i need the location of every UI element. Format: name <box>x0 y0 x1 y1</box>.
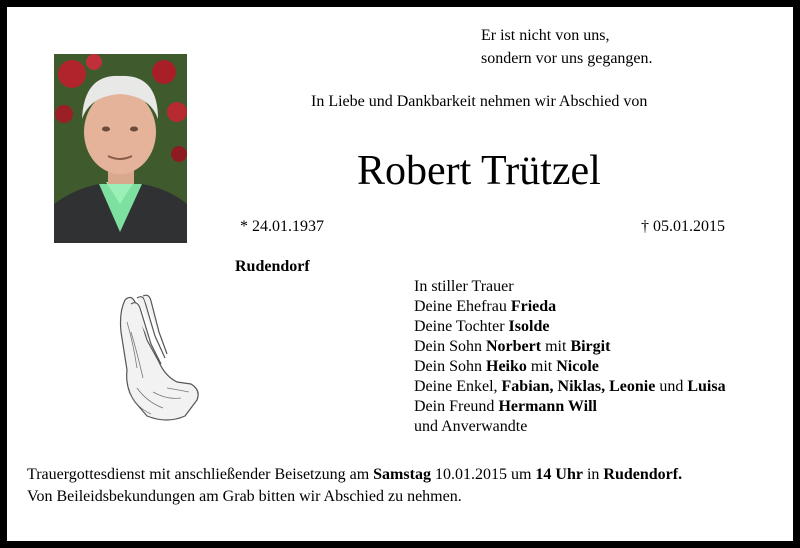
mourners-line: Dein Sohn Heiko mit Nicole <box>414 358 599 375</box>
service-notice <box>27 464 682 508</box>
mourners-line: Deine Tochter Isolde <box>414 318 550 335</box>
service-notice-line-2: Von Beileidsbekundungen am Grab bitten wir Abschied zu nehmen. <box>27 488 462 505</box>
quote <box>481 24 653 70</box>
quote-line-2: sondern vor uns gegangen. <box>481 50 653 67</box>
praying-hands-icon <box>107 292 202 424</box>
birth-date: * 24.01.1937 <box>240 218 324 235</box>
place-name: Rudendorf <box>235 258 310 275</box>
intro-text: In Liebe und Dankbarkeit nehmen wir Abschied von <box>311 93 648 110</box>
mourners-line: Deine Ehefrau Frieda <box>414 298 557 315</box>
service-notice-line-1: Trauergottesdienst mit anschließender Beisetzung am Samstag 10.01.2015 um 14 Uhr in Rudendorf. <box>27 466 683 483</box>
mourners-line: In stiller Trauer <box>414 278 514 295</box>
mourners-line: Dein Sohn Norbert mit Birgit <box>414 338 611 355</box>
mourners-line: und Anverwandte <box>414 418 528 435</box>
portrait-photo <box>54 54 187 243</box>
mourners-line: Dein Freund Hermann Will <box>414 398 597 415</box>
mourners-list <box>414 277 726 437</box>
obituary-card <box>7 7 793 541</box>
mourners-line: Deine Enkel, Fabian, Niklas, Leonie und Luisa <box>414 378 726 395</box>
death-date: † 05.01.2015 <box>641 218 725 235</box>
quote-line-1: Er ist nicht von uns, <box>481 27 610 44</box>
deceased-name: Robert Trützel <box>357 148 601 194</box>
